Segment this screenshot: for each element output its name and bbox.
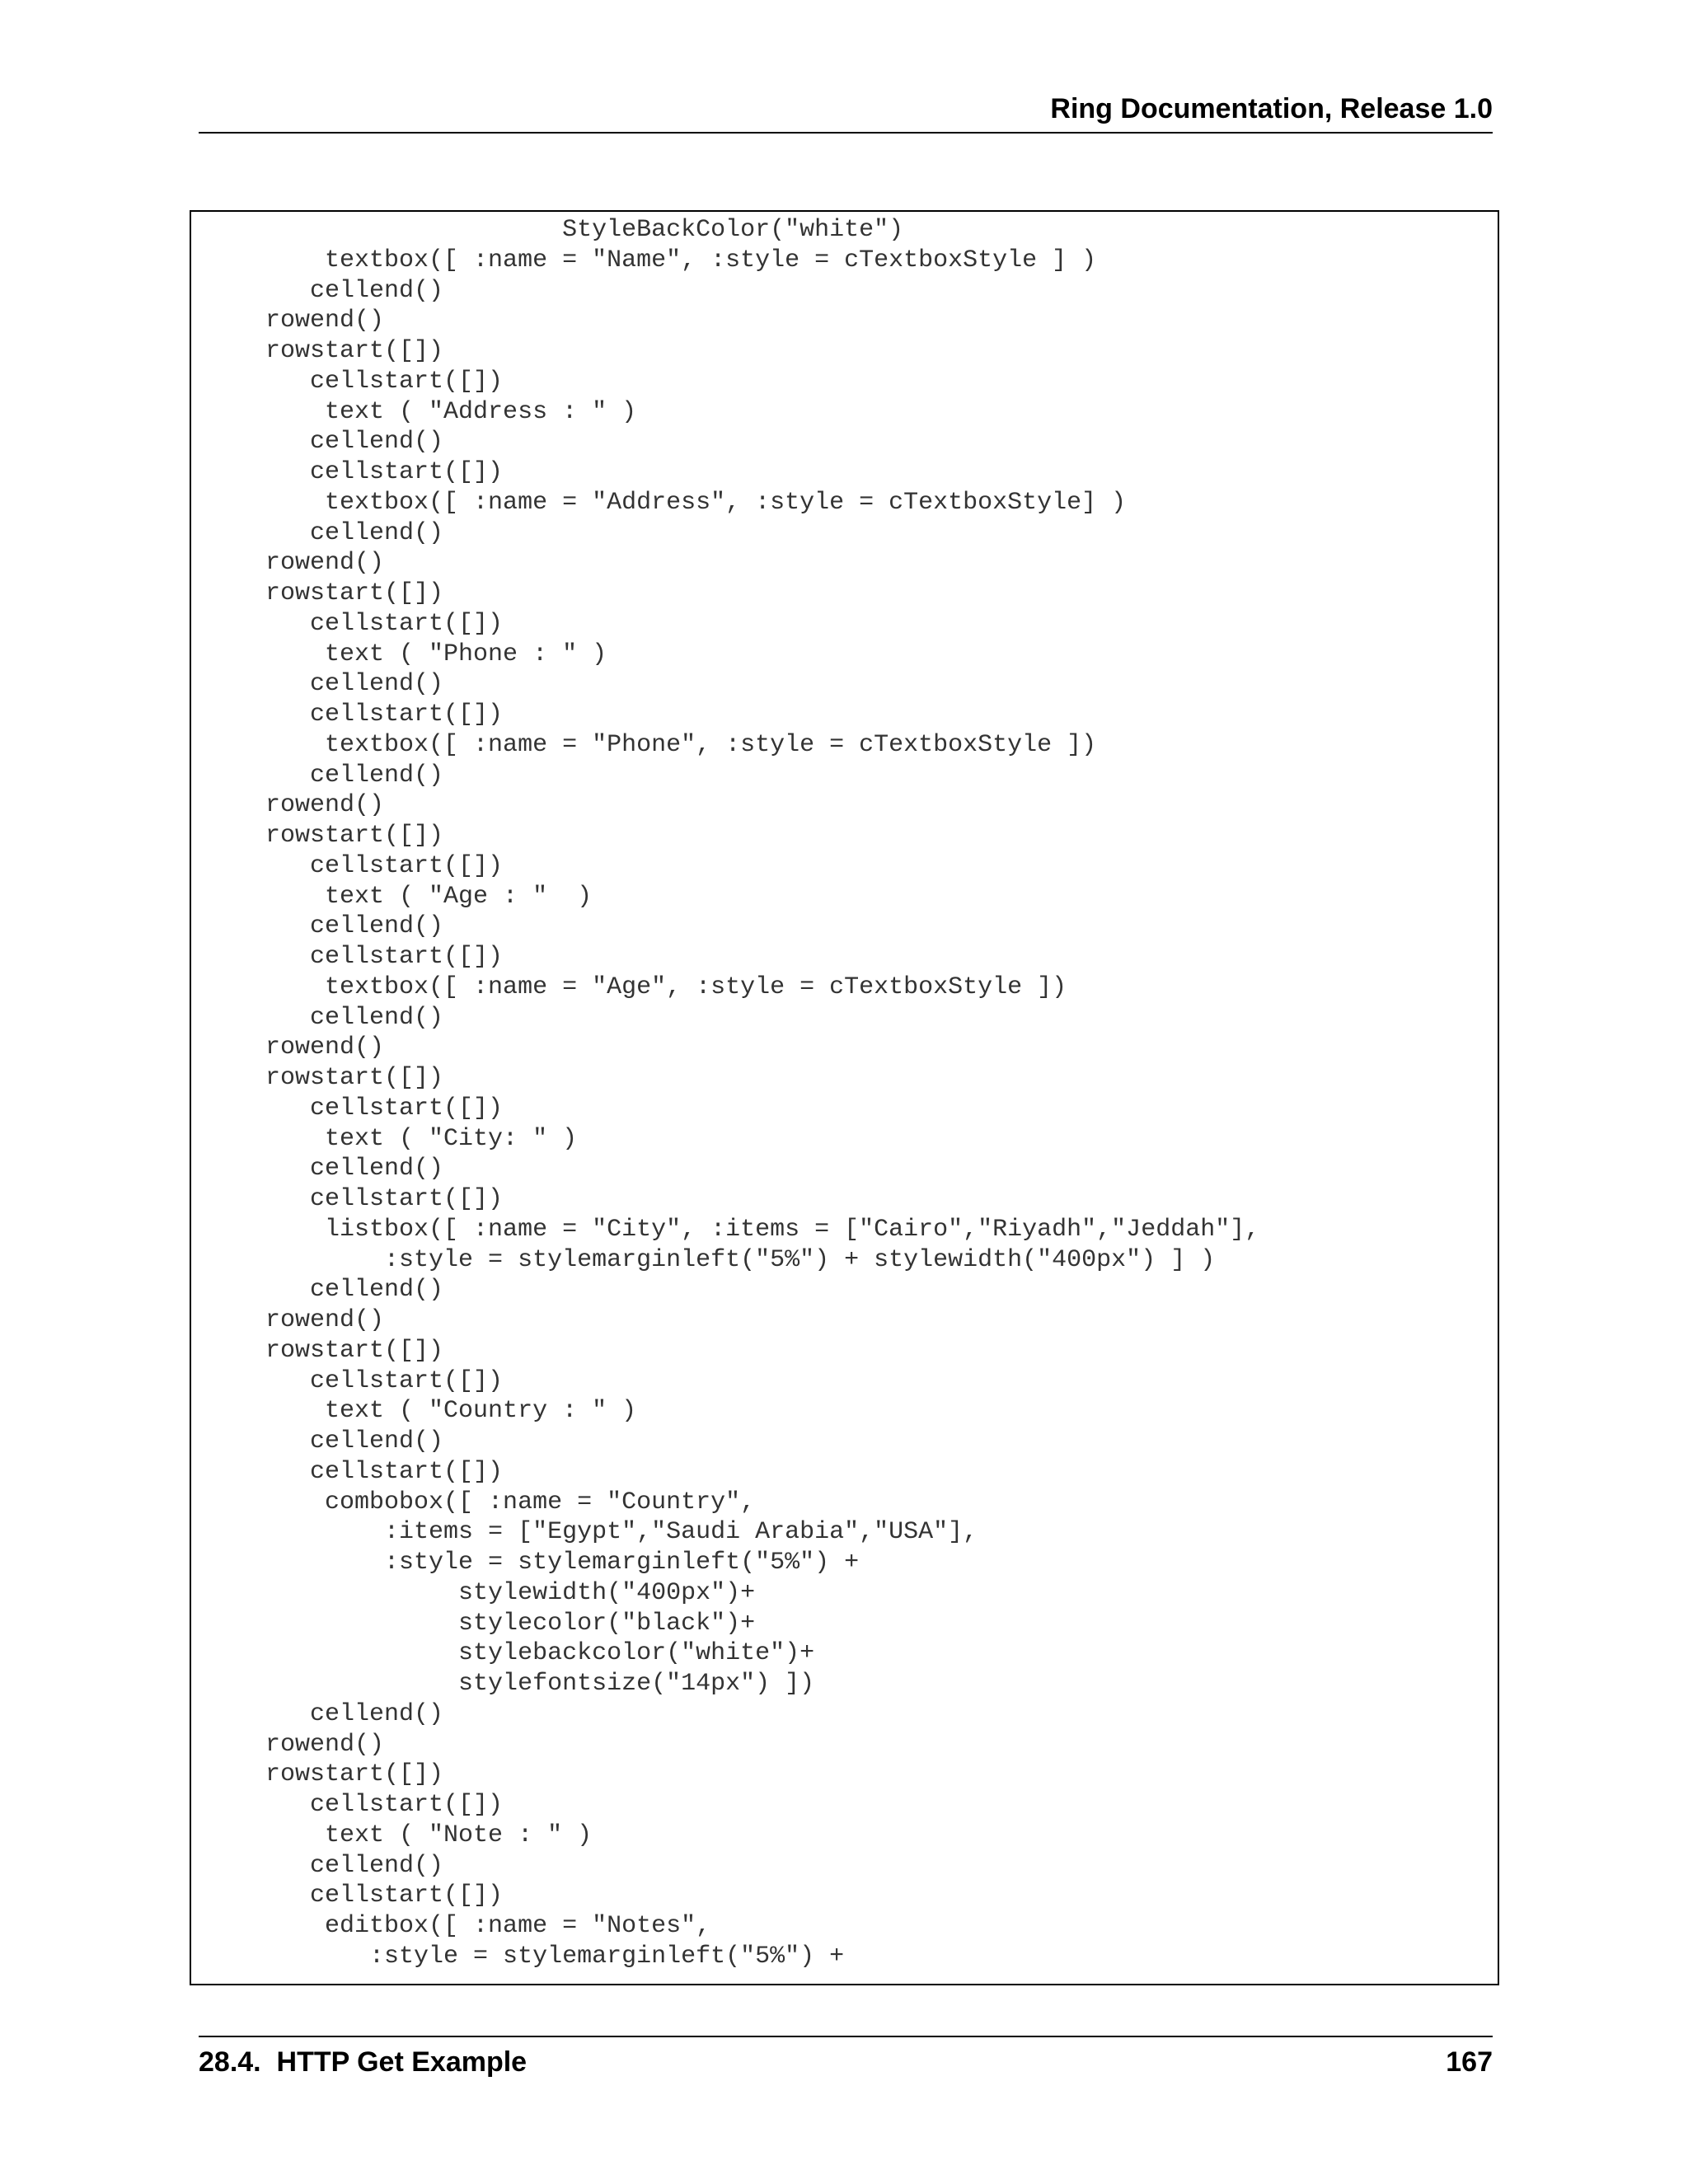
code-line: cellstart([]) (191, 367, 504, 396)
code-line: text ( "Age : " ) (191, 882, 593, 911)
code-line: rowstart([]) (191, 1336, 444, 1365)
code-line: textbox([ :name = "Phone", :style = cTextboxStyle ]) (191, 730, 1097, 759)
page-header (199, 92, 1493, 134)
code-line: cellend() (191, 1851, 444, 1880)
code-line: cellend() (191, 518, 444, 547)
code-line: combobox([ :name = "Country", (191, 1488, 756, 1516)
code-line: cellstart([]) (191, 1457, 504, 1486)
code-line: text ( "Note : " ) (191, 1821, 593, 1849)
code-line: rowstart([]) (191, 1760, 444, 1789)
code-line: cellend() (191, 1155, 444, 1183)
code-line: :style = stylemarginleft("5%") + (191, 1549, 860, 1577)
code-line: cellstart([]) (191, 701, 504, 729)
code-line: text ( "City: " ) (191, 1124, 578, 1153)
code-line: cellend() (191, 761, 444, 790)
code-line: text ( "Address : " ) (191, 397, 637, 426)
page-footer (199, 2036, 1493, 2083)
code-line: cellend() (191, 1003, 444, 1032)
code-line: rowstart([]) (191, 822, 444, 850)
code-line: textbox([ :name = "Name", :style = cTextboxStyle ] ) (191, 246, 1097, 274)
code-line: rowstart([]) (191, 1064, 444, 1092)
code-line: cellstart([]) (191, 1094, 504, 1122)
code-line: stylefontsize("14px") ]) (191, 1670, 815, 1698)
code-line: rowstart([]) (191, 579, 444, 607)
code-line: :style = stylemarginleft("5%") + stylewidth("400px") ] ) (191, 1245, 1216, 1274)
code-line: cellend() (191, 1276, 444, 1305)
code-line: stylecolor("black")+ (191, 1609, 756, 1638)
code-line: rowend() (191, 1033, 385, 1062)
code-line: StyleBackColor("white") (191, 216, 904, 244)
code-line: cellstart([]) (191, 609, 504, 638)
code-line: cellstart([]) (191, 1882, 504, 1910)
code-line: rowend() (191, 549, 385, 578)
code-listing (191, 215, 1259, 1972)
code-line: editbox([ :name = "Notes", (191, 1912, 711, 1940)
code-block-frame (190, 210, 1499, 1985)
code-line: rowstart([]) (191, 337, 444, 365)
code-line: textbox([ :name = "Address", :style = cTextboxStyle] ) (191, 488, 1127, 517)
code-line: cellend() (191, 276, 444, 305)
page-number: 167 (1446, 2046, 1493, 2078)
code-line: text ( "Country : " ) (191, 1397, 637, 1426)
code-line: :style = stylemarginleft("5%") + (191, 1942, 845, 1971)
code-line: rowend() (191, 1306, 385, 1334)
code-line: listbox([ :name = "City", :items = ["Cairo","Riyadh","Jeddah"], (191, 1215, 1260, 1244)
code-line: rowend() (191, 791, 385, 820)
code-line: cellstart([]) (191, 458, 504, 486)
code-line: cellend() (191, 912, 444, 941)
code-line: stylewidth("400px")+ (191, 1578, 756, 1607)
code-line: :items = ["Egypt","Saudi Arabia","USA"], (191, 1518, 978, 1547)
document-title: Ring Documentation, Release 1.0 (1050, 93, 1493, 124)
code-line: cellend() (191, 1699, 444, 1728)
code-line: text ( "Phone : " ) (191, 640, 607, 668)
code-line: rowend() (191, 307, 385, 335)
code-line: cellend() (191, 1427, 444, 1455)
code-line: cellstart([]) (191, 943, 504, 971)
code-line: stylebackcolor("white")+ (191, 1639, 815, 1668)
code-line: cellend() (191, 670, 444, 699)
code-line: cellstart([]) (191, 851, 504, 880)
code-line: cellstart([]) (191, 1791, 504, 1819)
code-line: cellend() (191, 428, 444, 457)
code-line: rowend() (191, 1730, 385, 1759)
section-title: 28.4. HTTP Get Example (199, 2046, 528, 2078)
code-line: cellstart([]) (191, 1366, 504, 1395)
code-line: cellstart([]) (191, 1185, 504, 1213)
code-line: textbox([ :name = "Age", :style = cTextboxStyle ]) (191, 972, 1067, 1001)
